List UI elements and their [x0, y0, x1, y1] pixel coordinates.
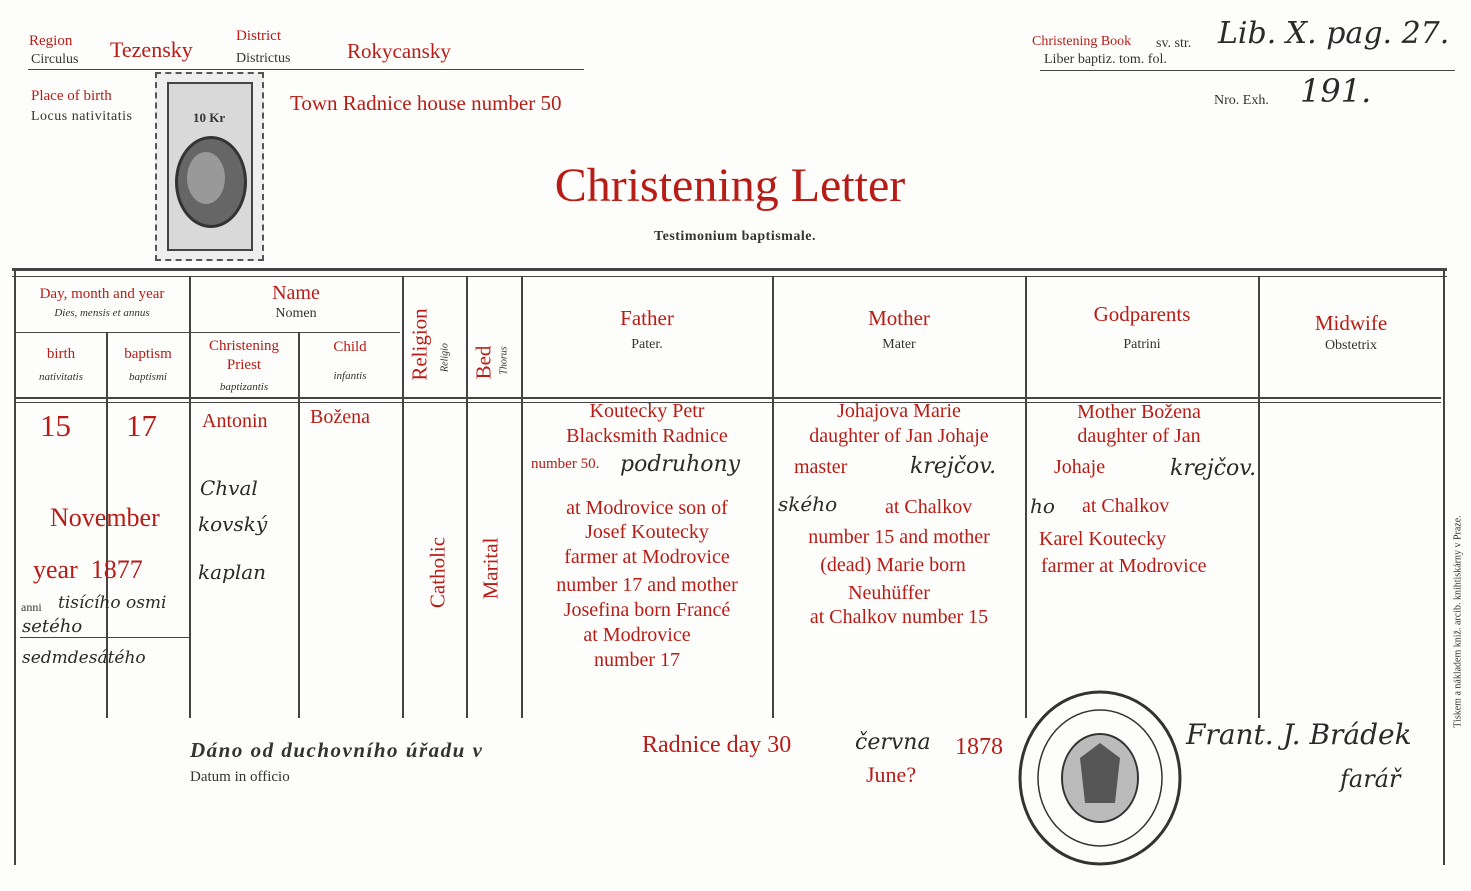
godparents-line-1: Mother Božena	[1077, 401, 1201, 423]
col-name-la: Nomen	[275, 306, 317, 321]
nro-handwritten: 191.	[1300, 72, 1372, 110]
baptism-day: 17	[126, 408, 157, 443]
godparents-line-3: Johaje	[1054, 456, 1106, 478]
priest-handwritten-3: kaplan	[198, 560, 267, 584]
printer-note: Tiskem a nákladem kniž. arcib. knihtiskárny v Praze.	[1452, 515, 1464, 728]
priest-name: Antonin	[202, 410, 268, 432]
col-date-la: Dies, mensis et annus	[54, 307, 150, 319]
godparents-handwritten-1: krejčov.	[1170, 456, 1257, 481]
book-label-cz: sv. str.	[1156, 36, 1192, 51]
mother-handwritten-1: krejčov.	[910, 454, 997, 479]
godparents-line-5: Karel Koutecky	[1039, 528, 1167, 550]
footer-month-handwritten: června	[855, 730, 931, 755]
col-birth-en: birth	[46, 346, 76, 362]
col-birth-la: nativitatis	[39, 371, 83, 383]
col-child-la: infantis	[333, 370, 367, 382]
birthplace-label-la: Locus nativitatis	[31, 109, 133, 124]
mother-line-6: (dead) Marie born	[820, 554, 966, 576]
father-line-7: number 17 and mother	[556, 574, 738, 596]
mother-line-4: at Chalkov	[885, 496, 973, 518]
year-underline	[20, 637, 190, 638]
father-line-3: number 50.	[531, 456, 600, 472]
mother-line-2: daughter of Jan Johaje	[809, 425, 989, 447]
birthplace-value: Town Radnice house number 50	[290, 91, 562, 115]
father-line-8: Josefina born Francé	[563, 599, 731, 621]
father-line-10: number 17	[593, 649, 681, 671]
col-godparents-la: Patrini	[1123, 337, 1161, 352]
footer-month-guess: June?	[866, 762, 917, 787]
mother-line-7: Neuhüffer	[848, 582, 930, 604]
col-name-en: Name	[272, 282, 320, 304]
book-label-la: Liber baptiz. tom. fol.	[1044, 52, 1167, 67]
mother-line-5: number 15 and mother	[808, 526, 990, 548]
book-underline	[1040, 70, 1455, 71]
col-baptism-la: baptismi	[129, 371, 167, 383]
anni-handwritten-2: setého	[22, 616, 83, 637]
year: year 1877	[33, 555, 143, 584]
father-handwritten: podruhony	[620, 452, 741, 477]
col-mother-la: Mater	[882, 337, 916, 352]
signature-title-handwritten: farář	[1340, 765, 1401, 793]
col-divider	[298, 333, 300, 718]
page-subtitle-latin: Testimonium baptismale.	[654, 229, 816, 244]
priest-handwritten-2: kovský	[198, 512, 268, 536]
table-right-border	[1443, 270, 1445, 865]
anni-label: anni	[21, 600, 42, 614]
godparents-handwritten-2: ho	[1030, 494, 1055, 518]
father-line-6: farmer at Modrovice	[564, 546, 730, 568]
godparents-line-6: farmer at Modrovice	[1041, 555, 1207, 577]
father-line-9: at Modrovice	[583, 624, 691, 646]
col-godparents-en: Godparents	[1093, 302, 1191, 326]
region-value: Tezensky	[110, 37, 193, 62]
col-bed-en: Bed	[471, 345, 496, 380]
footer-place-day: Radnice day 30	[642, 732, 792, 758]
district-value: Rokycansky	[347, 39, 451, 63]
col-priest-la: baptizantis	[219, 381, 269, 393]
col-child-en: Child	[333, 339, 367, 355]
district-label-la: Districtus	[236, 51, 291, 66]
bed-value: Marital	[478, 537, 503, 600]
col-midwife-la: Obstetrix	[1324, 338, 1378, 353]
religion-value: Catholic	[425, 536, 450, 609]
col-religion-la: Religio	[439, 343, 451, 372]
col-divider	[402, 277, 404, 718]
table-top-border	[12, 268, 1447, 271]
mother-line-8: at Chalkov number 15	[809, 606, 989, 628]
priest-handwritten-1: Chval	[200, 476, 258, 500]
mother-line-1: Johajova Marie	[837, 400, 961, 422]
month: November	[50, 503, 160, 532]
region-label-la: Circulus	[31, 52, 79, 67]
mother-line-3: master	[794, 456, 848, 478]
col-religion-en: Religion	[407, 308, 432, 381]
revenue-stamp	[155, 72, 264, 261]
col-date-en: Day, month and year	[39, 286, 165, 302]
anni-handwritten-3: sedmdesátého	[22, 648, 146, 668]
book-label-en: Christening Book	[1032, 34, 1132, 49]
col-father-la: Pater.	[631, 337, 663, 352]
col-midwife-en: Midwife	[1314, 311, 1388, 335]
page-title: Christening Letter	[554, 159, 906, 212]
father-line-4: at Modrovice son of	[566, 497, 728, 519]
footer-year: 1878	[955, 734, 1003, 760]
region-label-en: Region	[29, 33, 73, 49]
mother-handwritten-2: ského	[778, 492, 838, 516]
col-father-en: Father	[620, 306, 674, 330]
father-line-2: Blacksmith Radnice	[566, 425, 728, 447]
col-priest-en: Christening Priest	[209, 338, 279, 373]
given-by-office: Dáno od duchovního úřadu v	[190, 738, 484, 762]
father-line-1: Koutecky Petr	[589, 400, 705, 422]
col-baptism-en: baptism	[124, 346, 172, 362]
birthplace-label-en: Place of birth	[31, 88, 112, 104]
signature-handwritten: Frant. J. Brádek	[1186, 718, 1412, 751]
table-header-bottom	[16, 397, 1441, 399]
book-reference-handwritten: Lib. X. pag. 27.	[1218, 16, 1450, 51]
parish-seal-icon	[1015, 688, 1185, 868]
anni-handwritten-1: tisícího osmi	[58, 593, 167, 613]
col-divider	[466, 277, 468, 718]
table-top-border-inner	[12, 276, 1447, 277]
district-label-en: District	[236, 28, 281, 44]
godparents-line-2: daughter of Jan	[1077, 425, 1201, 447]
header-underline	[28, 69, 584, 70]
col-divider	[189, 277, 191, 718]
father-line-5: Josef Koutecky	[585, 521, 709, 543]
godparents-line-4: at Chalkov	[1082, 495, 1170, 517]
stamp-value: 10 Kr	[193, 110, 226, 125]
col-mother-en: Mother	[868, 306, 930, 330]
header-subdivider	[16, 332, 400, 333]
birth-day: 15	[40, 408, 71, 443]
given-by-office-latin: Datum in officio	[190, 769, 290, 785]
col-bed-la: Thorus	[498, 346, 510, 375]
nro-label: Nro. Exh.	[1214, 93, 1269, 108]
child-name: Božena	[310, 406, 370, 428]
